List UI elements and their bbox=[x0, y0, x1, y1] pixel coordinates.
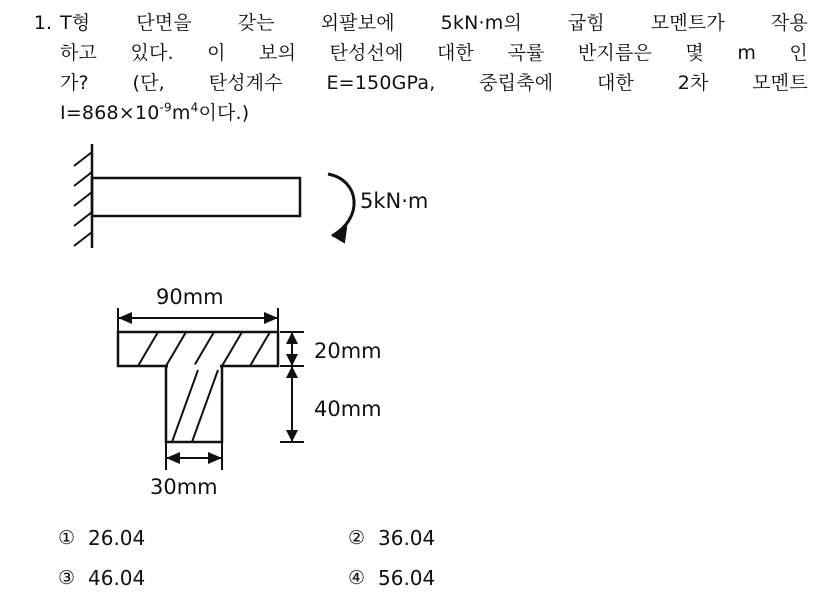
q3-w8: 모멘트 bbox=[752, 72, 808, 94]
width-arrow-left bbox=[118, 312, 132, 324]
q2-w3: 이 bbox=[207, 42, 226, 64]
choice-4-text: 56.04 bbox=[378, 566, 436, 590]
q3-w4: E=150GPa, bbox=[326, 72, 436, 94]
q3-w7: 2차 bbox=[677, 72, 709, 94]
question-line-2 bbox=[60, 38, 808, 68]
q2-w10: m bbox=[737, 42, 757, 64]
q2-w1: 하고 bbox=[60, 42, 98, 64]
t-section-figure bbox=[80, 280, 500, 510]
choice-row-2 bbox=[58, 558, 758, 598]
q1-w2: 단면을 bbox=[136, 12, 192, 34]
inertia-suffix: 이다.) bbox=[198, 102, 250, 124]
q1-w4: 외팔보에 bbox=[320, 12, 395, 34]
inertia-exponent: -9 bbox=[159, 100, 172, 115]
flange-thickness-label: 20mm bbox=[314, 339, 382, 363]
beam-rectangle bbox=[92, 178, 300, 216]
cantilever-beam-figure bbox=[60, 140, 480, 270]
choice-4[interactable] bbox=[348, 566, 435, 590]
choice-list bbox=[58, 518, 758, 598]
q3-w2: (단, bbox=[132, 72, 165, 94]
fixed-support-hatching bbox=[74, 152, 92, 246]
q3-w5: 중립축에 bbox=[479, 72, 554, 94]
choice-3-mark: ③ bbox=[58, 567, 76, 589]
q1-w1: T형 bbox=[60, 12, 91, 34]
inertia-unit-exponent: 4 bbox=[190, 100, 199, 115]
q2-w11: 인 bbox=[789, 42, 808, 64]
width-label: 90mm bbox=[156, 285, 224, 309]
moment-label: 5kN·m bbox=[360, 189, 429, 213]
question-block bbox=[18, 8, 808, 128]
q2-w8: 반지름은 bbox=[577, 42, 653, 64]
q2-w7: 곡률 bbox=[507, 42, 545, 64]
q2-w4: 보의 bbox=[259, 42, 297, 64]
q1-w6: 굽힘 bbox=[567, 12, 605, 34]
web-width-arrow-right bbox=[208, 452, 222, 464]
q1-w8: 작용 bbox=[770, 12, 808, 34]
inertia-value-prefix: I=868×10 bbox=[60, 102, 160, 124]
web-width-label: 30mm bbox=[150, 475, 218, 499]
choice-2-text: 36.04 bbox=[378, 526, 436, 550]
q1-w7: 모멘트가 bbox=[650, 12, 725, 34]
choice-1-text: 26.04 bbox=[88, 526, 146, 550]
flange-hatching bbox=[138, 332, 270, 366]
web-dim-arrow-bottom bbox=[286, 430, 298, 442]
q2-w5: 탄성선에 bbox=[329, 42, 404, 64]
choice-2[interactable] bbox=[348, 526, 435, 550]
q3-w6: 대한 bbox=[596, 72, 635, 94]
question-line-1 bbox=[60, 8, 808, 38]
moment-arc bbox=[328, 174, 354, 236]
q1-w3: 갖는 bbox=[237, 12, 275, 34]
figure-area bbox=[0, 140, 826, 520]
web-width-arrow-left bbox=[166, 452, 180, 464]
choice-4-mark: ④ bbox=[348, 567, 366, 589]
q1-w5: 5kN·m의 bbox=[440, 12, 523, 34]
web-height-label: 40mm bbox=[314, 397, 382, 421]
choice-3[interactable] bbox=[58, 566, 348, 590]
choice-1[interactable] bbox=[58, 526, 348, 550]
web-hatching bbox=[172, 370, 218, 442]
web-dim-arrow-top bbox=[286, 366, 298, 378]
inertia-unit: m bbox=[171, 102, 191, 124]
flange-dim-arrow-top bbox=[286, 332, 298, 344]
web-rectangle bbox=[166, 366, 222, 442]
choice-2-mark: ② bbox=[348, 527, 366, 549]
question-number: 1. bbox=[33, 12, 52, 34]
choice-row-1 bbox=[58, 518, 758, 558]
q3-w1: 가? bbox=[60, 72, 89, 94]
question-line-4 bbox=[60, 98, 808, 128]
q2-w9: 몇 bbox=[685, 42, 704, 64]
width-arrow-right bbox=[264, 312, 278, 324]
question-line-3 bbox=[60, 68, 808, 98]
q2-w6: 대한 bbox=[437, 42, 475, 64]
flange-dim-arrow-bottom bbox=[286, 354, 298, 366]
choice-3-text: 46.04 bbox=[88, 566, 146, 590]
q2-w2: 있다. bbox=[130, 42, 174, 64]
choice-1-mark: ① bbox=[58, 527, 76, 549]
question-text bbox=[60, 8, 808, 128]
q3-w3: 탄성계수 bbox=[208, 72, 283, 94]
